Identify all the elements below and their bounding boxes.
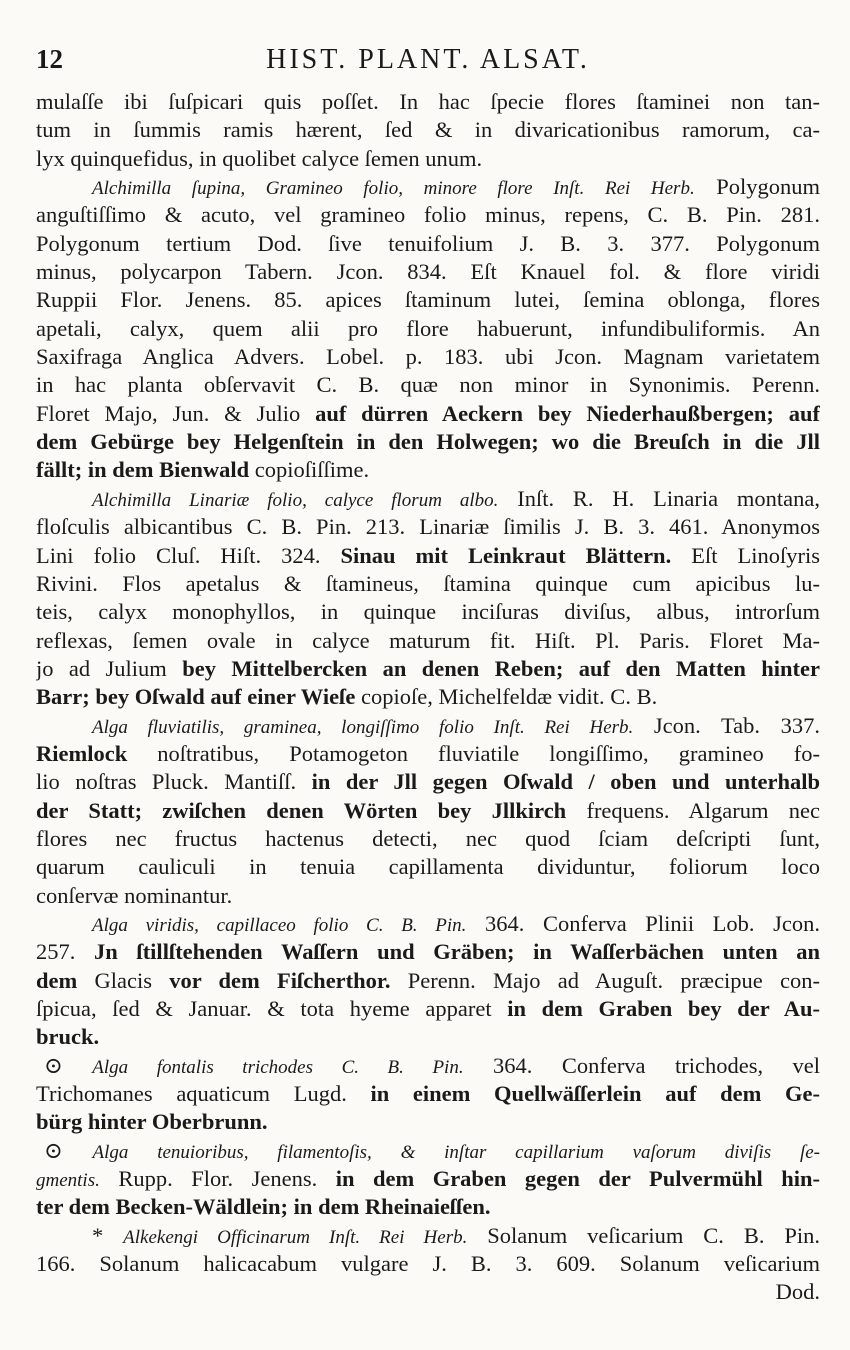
blackletter-segment: fällt; in dem Bienwald <box>36 457 250 483</box>
text-line <box>36 910 820 938</box>
text-segment: in hac planta obſervavit C. B. quæ non minor in Synonimis. Perenn. <box>36 372 820 398</box>
text-line <box>36 683 820 711</box>
italic-segment: Alchimilla Linariæ folio, calyce florum albo. <box>92 489 499 511</box>
blackletter-segment: bruck. <box>36 1024 100 1050</box>
text-line <box>36 371 820 399</box>
text-segment: anguſtiſſimo & acuto, vel gramineo folio minus, repens, C. B. Pin. 281. <box>36 202 820 228</box>
text-segment: ⊙ <box>44 1052 93 1078</box>
text-line <box>36 456 820 484</box>
blackletter-segment: der Statt; zwiſchen denen Wörten bey Jllkirch <box>36 797 567 823</box>
text-line <box>36 286 820 314</box>
text-segment: Rupp. Flor. Jenens. <box>99 1166 336 1192</box>
text-line <box>36 88 820 116</box>
text-line <box>36 712 820 740</box>
text-segment: * <box>92 1222 124 1248</box>
text-segment: conſervæ nominantur. <box>36 882 233 908</box>
text-line <box>36 853 820 881</box>
text-line <box>36 740 820 768</box>
text-segment: Solanum veſicarium C. B. Pin. <box>467 1222 820 1248</box>
text-line <box>36 1278 820 1306</box>
text-line <box>36 428 820 456</box>
text-segment: ⊙ <box>44 1137 93 1163</box>
text-line <box>36 513 820 541</box>
text-segment: Floret Majo, Jun. & Julio <box>36 400 316 426</box>
text-line <box>36 825 820 853</box>
text-segment: jo ad Julium <box>36 655 183 681</box>
text-segment: floſculis albicantibus C. B. Pin. 213. Linariæ ſimilis J. B. 3. 461. Anonymos <box>36 514 820 540</box>
text-line <box>36 400 820 428</box>
text-segment: Ruppii Flor. Jenens. 85. apices ſtaminum lutei, ſemina oblonga, flores <box>36 287 820 313</box>
blackletter-segment: in dem Graben gegen der Pulvermühl hin- <box>335 1166 820 1192</box>
blackletter-segment: bürg hinter Oberbrunn. <box>36 1109 268 1135</box>
text-line <box>36 343 820 371</box>
text-segment: Trichomanes aquaticum Lugd. <box>36 1081 371 1107</box>
text-line <box>36 655 820 683</box>
blackletter-segment: ter dem Becken-Wäldlein; in dem Rheinaieſſen. <box>36 1194 491 1220</box>
text-segment: lio noſtras Pluck. Mantiſſ. <box>36 769 312 795</box>
blackletter-segment: Riemlock <box>36 740 128 766</box>
text-segment: teis, calyx monophyllos, in quinque inciſuras diviſus, albus, introrſum <box>36 599 820 625</box>
blackletter-segment: dem Gebürge bey Helgenſtein in den Holwegen; wo die Breuſch in die Jll <box>36 429 820 455</box>
text-segment: copioſe, Michelfeldæ vidit. C. B. <box>355 684 658 710</box>
text-segment: Rivini. Flos apetalus & ſtamineus, ſtamina quinque cum apicibus lu- <box>36 570 820 596</box>
text-line <box>36 485 820 513</box>
text-line <box>36 797 820 825</box>
text-segment: flores nec fructus hactenus detecti, nec quod ſciam deſcripti ſunt, <box>36 825 820 851</box>
text-line <box>36 882 820 910</box>
text-segment: frequens. Algarum nec <box>566 797 820 823</box>
text-segment: apetali, calyx, quem alii pro flore habuerunt, infundibuliformis. An <box>36 315 820 341</box>
text-line <box>36 967 820 995</box>
blackletter-segment: in der Jll gegen Oſwald / oben und unterhalb <box>311 769 820 795</box>
text-line <box>36 570 820 598</box>
text-line <box>36 598 820 626</box>
page-header <box>36 44 820 84</box>
italic-segment: Alchimilla ſupina, Gramineo folio, minore flore Inſt. Rei Herb. <box>92 178 695 200</box>
text-segment: tum in ſummis ramis hærent, ſed & in divaricationibus ramorum, ca- <box>36 117 820 143</box>
text-line <box>36 938 820 966</box>
text-line <box>36 145 820 173</box>
blackletter-segment: Jn ſtillſtehenden Waſſern und Gräben; in Waſſerbächen unten an <box>94 939 820 965</box>
text-line <box>36 1165 820 1193</box>
text-segment: 364. Conferva Plinii Lob. Jcon. <box>466 910 820 936</box>
blackletter-segment: in einem Quellwäſſerlein auf dem Ge- <box>370 1081 820 1107</box>
text-segment: reflexas, ſemen ovale in calyce maturum fit. Hiſt. Pl. Paris. Floret Ma- <box>36 627 820 653</box>
text-line <box>36 1250 820 1278</box>
text-segment: Polygonum <box>694 174 820 200</box>
text-line <box>36 315 820 343</box>
text-segment: minus, polycarpon Tabern. Jcon. 834. Eſt Knauel fol. & flore viridi <box>36 259 820 285</box>
text-line <box>36 173 820 201</box>
text-segment: Inſt. R. H. Linaria montana, <box>498 485 820 511</box>
italic-segment: gmentis. <box>36 1170 100 1192</box>
text-segment: lyx quinquefidus, in quolibet calyce ſemen unum. <box>36 145 483 171</box>
page-number: 12 <box>36 44 63 74</box>
blackletter-segment: in dem Graben bey der Au- <box>507 996 820 1021</box>
text-segment: 364. Conferva trichodes, vel <box>463 1052 820 1078</box>
text-line <box>36 1137 820 1165</box>
text-segment: noſtratibus, Potamogeton fluviatile longiſſimo, gramineo fo- <box>127 740 820 766</box>
text-segment: Eſt Linoſyris <box>671 542 820 568</box>
text-line <box>36 201 820 229</box>
running-title: HIST. PLANT. ALSAT. <box>266 44 590 75</box>
text-line <box>36 258 820 286</box>
italic-segment: Alga viridis, capillaceo folio C. B. Pin. <box>92 914 467 936</box>
text-line <box>36 1193 820 1221</box>
text-segment: Glacis <box>77 967 170 993</box>
text-segment: ſpicua, ſed & Januar. & tota hyeme apparet <box>36 996 508 1021</box>
blackletter-segment: vor dem Fiſcherthor. <box>169 967 391 993</box>
blackletter-segment: bey Mittelbercken an denen Reben; auf den Matten hinter <box>182 655 820 681</box>
blackletter-segment: Sinau mit Leinkraut Blättern. <box>340 542 672 568</box>
text-line <box>36 1052 820 1080</box>
text-line <box>36 1023 820 1051</box>
italic-segment: Alkekengi Officinarum Inſt. Rei Herb. <box>123 1226 468 1248</box>
blackletter-segment: auf dürren Aeckern bey Niederhaußbergen; auf <box>315 400 820 426</box>
blackletter-segment: dem <box>36 967 78 993</box>
text-line <box>36 627 820 655</box>
italic-segment: Alga fluviatilis, graminea, longiſſimo folio Inſt. Rei Herb. <box>92 716 634 738</box>
text-segment: Jcon. Tab. 337. <box>633 712 820 738</box>
text-line <box>36 995 820 1023</box>
text-segment: Lini folio Cluſ. Hiſt. 324. <box>36 542 341 568</box>
text-line <box>36 542 820 570</box>
text-segment: copioſiſſime. <box>249 457 370 483</box>
text-segment: mulaſſe ibi ſuſpicari quis poſſet. In hac ſpecie flores ſtaminei non tan- <box>36 89 820 114</box>
blackletter-segment: Barr; bey Oſwald auf einer Wieſe <box>36 684 356 710</box>
text-line <box>36 1080 820 1108</box>
text-segment: quarum cauliculi in tenuia capillamenta dividuntur, foliorum loco <box>36 854 820 880</box>
text-line <box>36 768 820 796</box>
text-segment: 257. <box>36 939 95 965</box>
text-line <box>36 230 820 258</box>
text-segment: Dod. <box>775 1279 820 1305</box>
text-line <box>36 1108 820 1136</box>
text-segment: 166. Solanum halicacabum vulgare J. B. 3. 609. Solanum veſicarium <box>36 1251 820 1277</box>
text-line <box>36 1222 820 1250</box>
italic-segment: Alga tenuioribus, filamentoſis, & inſtar capillarium vaſorum diviſis ſe- <box>92 1141 820 1163</box>
italic-segment: Alga fontalis trichodes C. B. Pin. <box>92 1056 464 1078</box>
text-segment: Saxifraga Anglica Advers. Lobel. p. 183. ubi Jcon. Magnam varietatem <box>36 344 820 370</box>
text-segment: Perenn. Majo ad Auguſt. præcipue con- <box>390 967 820 993</box>
text-segment: Polygonum tertium Dod. ſive tenuifolium J. B. 3. 377. Polygonum <box>36 230 820 256</box>
text-line <box>36 116 820 144</box>
body-text <box>36 88 820 1307</box>
